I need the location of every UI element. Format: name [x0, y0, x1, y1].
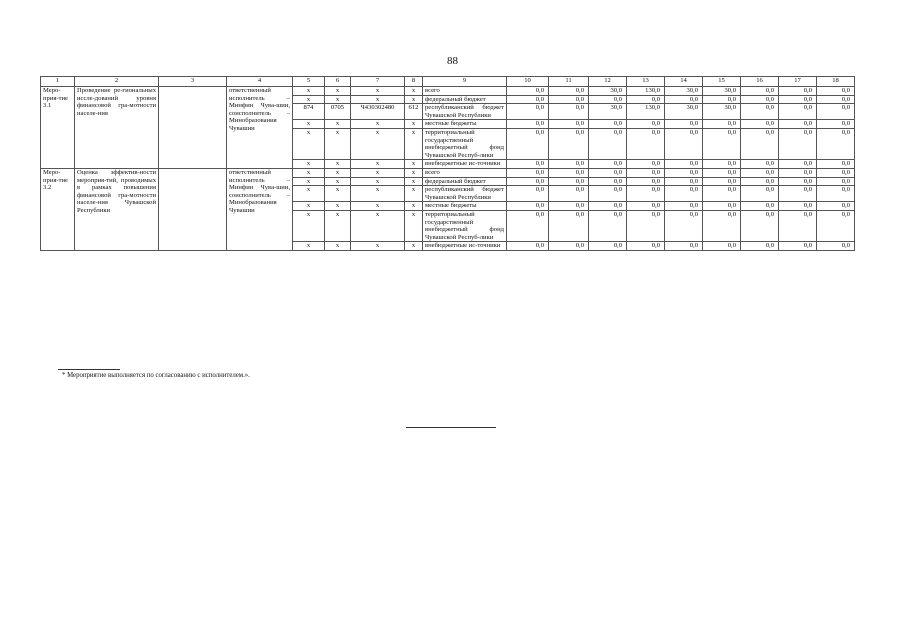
code-cell-c6: x [325, 202, 351, 211]
value-cell: 0,0 [627, 202, 665, 211]
funding-source: территориальный государственный внебюджетный фонд Чувашской Респуб-лики [423, 210, 507, 241]
value-cell: 30,0 [665, 87, 703, 96]
budget-table [40, 76, 855, 251]
value-cell: 0,0 [817, 128, 855, 159]
footnote: * Мероприятие выполняется по согласованию с исполнителем.». [62, 372, 250, 379]
value-cell: 0,0 [549, 120, 589, 129]
value-cell: 0,0 [741, 202, 779, 211]
value-cell: 0,0 [779, 104, 817, 120]
header-cell: 9 [423, 77, 507, 87]
value-cell: 0,0 [779, 202, 817, 211]
value-cell: 0,0 [507, 104, 549, 120]
funding-source: всего [423, 87, 507, 96]
header-cell: 18 [817, 77, 855, 87]
code-cell-c6: x [325, 95, 351, 104]
header-cell: 1 [41, 77, 75, 87]
code-cell-c7: x [351, 120, 405, 129]
value-cell: 0,0 [589, 186, 627, 202]
value-cell: 0,0 [741, 186, 779, 202]
code-cell-c7: Ч430302480 [351, 104, 405, 120]
value-cell: 0,0 [627, 95, 665, 104]
code-cell-c8: x [405, 128, 423, 159]
value-cell: 0,0 [549, 186, 589, 202]
value-cell: 0,0 [665, 202, 703, 211]
code-cell-c6: x [325, 186, 351, 202]
code-cell-c5: x [293, 120, 325, 129]
code-cell-c6: 0705 [325, 104, 351, 120]
code-cell-c6: x [325, 87, 351, 96]
value-cell: 0,0 [549, 104, 589, 120]
header-row [41, 77, 855, 87]
header-cell: 16 [741, 77, 779, 87]
code-cell-c8: x [405, 95, 423, 104]
code-cell-c5: x [293, 87, 325, 96]
value-cell: 0,0 [665, 128, 703, 159]
value-cell: 0,0 [589, 160, 627, 169]
code-cell-c7: x [351, 168, 405, 177]
value-cell: 0,0 [665, 177, 703, 186]
funding-source: внебюджетные ис-точники [423, 160, 507, 169]
value-cell: 0,0 [549, 202, 589, 211]
code-cell-c8: x [405, 242, 423, 251]
value-cell: 0,0 [779, 120, 817, 129]
code-cell-c7: x [351, 242, 405, 251]
funding-source: местные бюджеты [423, 202, 507, 211]
value-cell: 0,0 [627, 168, 665, 177]
value-cell: 0,0 [549, 128, 589, 159]
value-cell: 0,0 [817, 168, 855, 177]
value-cell: 0,0 [703, 242, 741, 251]
activity-executor: ответственный исполнитель – Минфин Чува-шии, соисполнитель – Минобразования Чувашии [227, 168, 293, 250]
code-cell-c7: x [351, 186, 405, 202]
value-cell: 0,0 [665, 120, 703, 129]
value-cell: 0,0 [703, 177, 741, 186]
value-cell: 0,0 [507, 177, 549, 186]
value-cell: 0,0 [703, 186, 741, 202]
value-cell: 0,0 [549, 242, 589, 251]
value-cell: 0,0 [817, 160, 855, 169]
activity-col3 [159, 168, 227, 250]
code-cell-c8: 612 [405, 104, 423, 120]
code-cell-c8: x [405, 186, 423, 202]
value-cell: 0,0 [779, 210, 817, 241]
value-cell: 0,0 [817, 186, 855, 202]
value-cell: 0,0 [779, 95, 817, 104]
value-cell: 0,0 [549, 210, 589, 241]
value-cell: 0,0 [703, 210, 741, 241]
value-cell: 0,0 [627, 186, 665, 202]
value-cell: 0,0 [507, 87, 549, 96]
value-cell: 0,0 [817, 202, 855, 211]
end-rule [406, 427, 496, 428]
value-cell: 0,0 [627, 128, 665, 159]
value-cell: 0,0 [741, 177, 779, 186]
value-cell: 0,0 [779, 177, 817, 186]
activity-code: Меро-прия-тие 3.2 [41, 168, 75, 250]
code-cell-c5: x [293, 186, 325, 202]
table-row [41, 87, 855, 96]
funding-source: территориальный государственный внебюджетный фонд Чувашской Респуб-лики [423, 128, 507, 159]
code-cell-c5: x [293, 168, 325, 177]
code-cell-c7: x [351, 128, 405, 159]
header-cell: 10 [507, 77, 549, 87]
value-cell: 0,0 [627, 120, 665, 129]
code-cell-c8: x [405, 210, 423, 241]
code-cell-c8: x [405, 120, 423, 129]
funding-source: местные бюджеты [423, 120, 507, 129]
value-cell: 0,0 [817, 177, 855, 186]
code-cell-c6: x [325, 168, 351, 177]
value-cell: 0,0 [817, 95, 855, 104]
value-cell: 0,0 [665, 160, 703, 169]
header-cell: 7 [351, 77, 405, 87]
value-cell: 0,0 [817, 120, 855, 129]
code-cell-c5: x [293, 128, 325, 159]
code-cell-c5: x [293, 177, 325, 186]
value-cell: 0,0 [507, 128, 549, 159]
value-cell: 0,0 [703, 120, 741, 129]
value-cell: 0,0 [627, 242, 665, 251]
value-cell: 0,0 [549, 87, 589, 96]
code-cell-c6: x [325, 177, 351, 186]
code-cell-c6: x [325, 120, 351, 129]
footnote-rule [58, 369, 120, 370]
funding-source: всего [423, 168, 507, 177]
value-cell: 130,0 [627, 87, 665, 96]
value-cell: 0,0 [549, 95, 589, 104]
value-cell: 0,0 [549, 177, 589, 186]
value-cell: 0,0 [589, 120, 627, 129]
value-cell: 0,0 [589, 95, 627, 104]
value-cell: 0,0 [589, 242, 627, 251]
value-cell: 30,0 [665, 104, 703, 120]
value-cell: 0,0 [507, 160, 549, 169]
header-cell: 5 [293, 77, 325, 87]
value-cell: 30,0 [703, 87, 741, 96]
value-cell: 0,0 [589, 168, 627, 177]
table-row [41, 168, 855, 177]
value-cell: 0,0 [703, 202, 741, 211]
header-cell: 12 [589, 77, 627, 87]
activity-col3 [159, 87, 227, 169]
value-cell: 0,0 [741, 87, 779, 96]
header-cell: 13 [627, 77, 665, 87]
code-cell-c8: x [405, 160, 423, 169]
value-cell: 0,0 [741, 128, 779, 159]
value-cell: 0,0 [665, 95, 703, 104]
code-cell-c8: x [405, 202, 423, 211]
funding-source: республиканский бюджет Чувашской Республики [423, 104, 507, 120]
code-cell-c7: x [351, 202, 405, 211]
code-cell-c6: x [325, 128, 351, 159]
value-cell: 0,0 [703, 128, 741, 159]
value-cell: 0,0 [507, 120, 549, 129]
code-cell-c5: x [293, 202, 325, 211]
activity-executor: ответственный исполнитель – Минфин Чува-шии, соисполнитель – Минобразования Чувашии [227, 87, 293, 169]
value-cell: 0,0 [507, 95, 549, 104]
value-cell: 0,0 [703, 95, 741, 104]
value-cell: 0,0 [507, 202, 549, 211]
value-cell: 0,0 [703, 168, 741, 177]
value-cell: 0,0 [779, 186, 817, 202]
activity-name: Проведение ре-гиональных иссле-дований уровня финансовой гра-мотности населе-ния [75, 87, 159, 169]
funding-source: федеральный бюджет [423, 95, 507, 104]
value-cell: 0,0 [549, 160, 589, 169]
code-cell-c6: x [325, 160, 351, 169]
value-cell: 0,0 [549, 168, 589, 177]
code-cell-c7: x [351, 177, 405, 186]
code-cell-c6: x [325, 210, 351, 241]
funding-source: республиканский бюджет Чувашской Республики [423, 186, 507, 202]
code-cell-c7: x [351, 87, 405, 96]
code-cell-c5: x [293, 210, 325, 241]
value-cell: 0,0 [589, 202, 627, 211]
value-cell: 0,0 [627, 160, 665, 169]
value-cell: 0,0 [627, 177, 665, 186]
value-cell: 0,0 [817, 242, 855, 251]
value-cell: 0,0 [779, 87, 817, 96]
funding-source: федеральный бюджет [423, 177, 507, 186]
code-cell-c6: x [325, 242, 351, 251]
activity-code: Меро-прия-тие 3.1 [41, 87, 75, 169]
value-cell: 0,0 [741, 104, 779, 120]
value-cell: 30,0 [589, 104, 627, 120]
code-cell-c7: x [351, 95, 405, 104]
value-cell: 0,0 [665, 168, 703, 177]
header-cell: 8 [405, 77, 423, 87]
code-cell-c7: x [351, 160, 405, 169]
value-cell: 0,0 [589, 128, 627, 159]
value-cell: 0,0 [741, 168, 779, 177]
value-cell: 30,0 [589, 87, 627, 96]
code-cell-c8: x [405, 168, 423, 177]
code-cell-c8: x [405, 87, 423, 96]
header-cell: 15 [703, 77, 741, 87]
value-cell: 0,0 [589, 210, 627, 241]
value-cell: 0,0 [627, 210, 665, 241]
page-number: 88 [447, 55, 458, 67]
value-cell: 0,0 [665, 186, 703, 202]
code-cell-c5: x [293, 95, 325, 104]
value-cell: 0,0 [779, 168, 817, 177]
value-cell: 0,0 [507, 186, 549, 202]
value-cell: 0,0 [817, 87, 855, 96]
header-cell: 17 [779, 77, 817, 87]
value-cell: 0,0 [665, 210, 703, 241]
value-cell: 0,0 [741, 120, 779, 129]
activity-name: Оценка эффектив-ности мероприя-тий, проводимых в рамках повышения финансовой гра-мотности населе-ния Чувашской Республики [75, 168, 159, 250]
value-cell: 0,0 [779, 160, 817, 169]
value-cell: 0,0 [741, 210, 779, 241]
value-cell: 0,0 [741, 242, 779, 251]
value-cell: 0,0 [779, 242, 817, 251]
header-cell: 3 [159, 77, 227, 87]
value-cell: 0,0 [507, 210, 549, 241]
value-cell: 130,0 [627, 104, 665, 120]
code-cell-c7: x [351, 210, 405, 241]
value-cell: 0,0 [507, 242, 549, 251]
value-cell: 0,0 [741, 160, 779, 169]
code-cell-c5: x [293, 242, 325, 251]
value-cell: 0,0 [507, 168, 549, 177]
code-cell-c5: 874 [293, 104, 325, 120]
value-cell: 0,0 [589, 177, 627, 186]
value-cell: 0,0 [741, 95, 779, 104]
value-cell: 0,0 [665, 242, 703, 251]
header-cell: 6 [325, 77, 351, 87]
header-cell: 14 [665, 77, 703, 87]
value-cell: 30,0 [703, 104, 741, 120]
value-cell: 0,0 [779, 128, 817, 159]
header-cell: 4 [227, 77, 293, 87]
value-cell: 0,0 [817, 104, 855, 120]
header-cell: 2 [75, 77, 159, 87]
code-cell-c5: x [293, 160, 325, 169]
code-cell-c8: x [405, 177, 423, 186]
value-cell: 0,0 [817, 210, 855, 241]
header-cell: 11 [549, 77, 589, 87]
funding-source: внебюджетные ис-точники [423, 242, 507, 251]
value-cell: 0,0 [703, 160, 741, 169]
